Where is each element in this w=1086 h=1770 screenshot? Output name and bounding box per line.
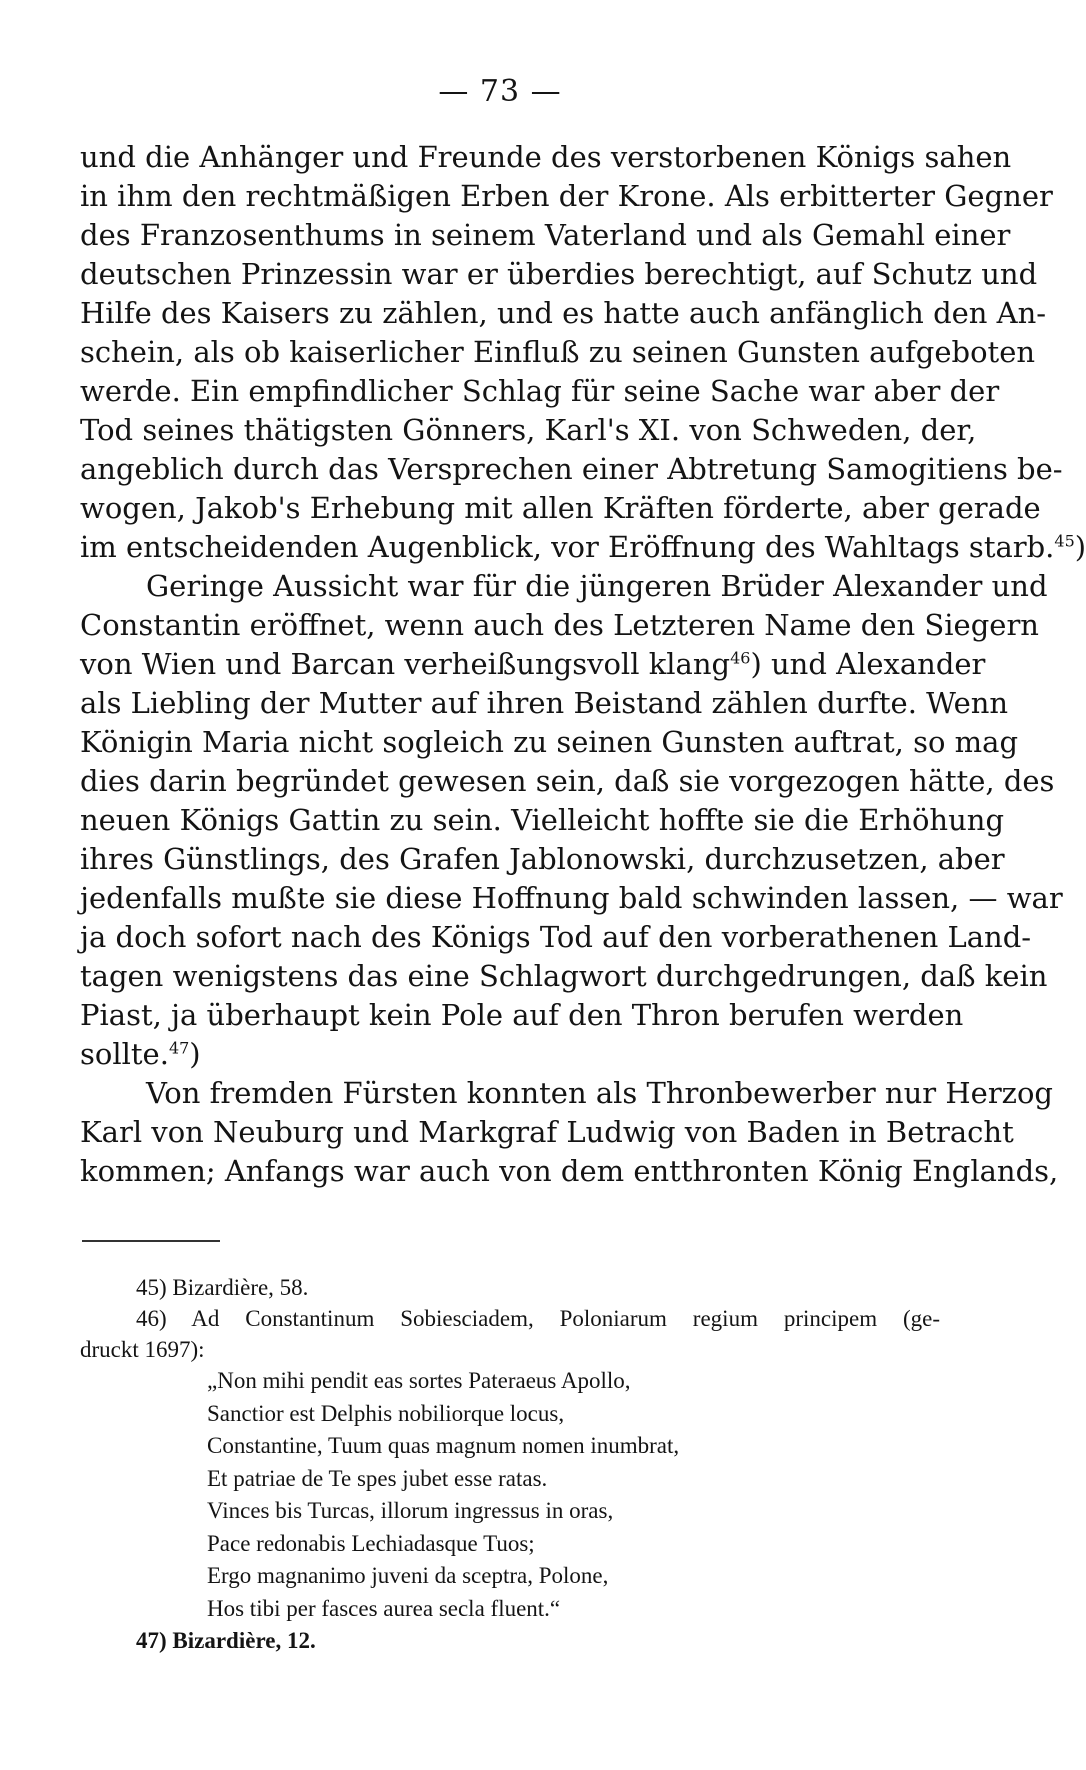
text-line: ihres Günstlings, des Grafen Jablonowski, durchzusetzen, aber <box>80 842 1005 876</box>
footnote-46-line-1: 46) Ad Constantinum Sobiesciadem, Poloniarum regium principem (ge- <box>136 1306 940 1331</box>
text-line: in ihm den rechtmäßigen Erben der Krone. Als erbitterter Gegner <box>80 179 1053 213</box>
text-line: im entscheidenden Augenblick, vor Eröffnung des Wahltags starb.$^{45}$) <box>80 530 1086 564</box>
verse-line: Vinces bis Turcas, illorum ingressus in oras, <box>207 1498 614 1523</box>
footnote-45: 45) Bizardière, 58. <box>136 1275 309 1300</box>
text-line: Tod seines thätigsten Gönners, Karl's XI. von Schweden, der, <box>80 413 977 447</box>
paragraph-3 <box>80 1074 1059 1191</box>
verse-line: Sanctior est Delphis nobiliorque locus, <box>207 1400 565 1426</box>
text-line: kommen; Anfangs war auch von dem entthronten König Englands, <box>80 1154 1059 1188</box>
text-line: Hilfe des Kaisers zu zählen, und es hatte auch anfänglich den An- <box>80 296 1047 330</box>
text-line: schein, als ob kaiserlicher Einfluß zu seinen Gunsten aufgeboten <box>80 335 1036 369</box>
text-line: Constantin eröffnet, wenn auch des Letzteren Name den Siegern <box>80 608 1039 642</box>
text-line: jedenfalls mußte sie diese Hoffnung bald schwinden lassen, — war <box>80 881 1063 915</box>
text-line: des Franzosenthums in seinem Vaterland und als Gemahl einer <box>80 218 1011 252</box>
text-line: wogen, Jakob's Erhebung mit allen Kräften förderte, aber gerade <box>80 491 1041 525</box>
text-line: Geringe Aussicht war für die jüngeren Brüder Alexander und <box>146 569 1048 603</box>
verse-line: Et patriae de Te spes jubet esse ratas. <box>207 1465 548 1491</box>
text-line: Königin Maria nicht sogleich zu seinen Gunsten auftrat, so mag <box>80 725 1019 759</box>
verse-line: Pace redonabis Lechiadasque Tuos; <box>207 1530 535 1556</box>
text-line: dies darin begründet gewesen sein, daß sie vorgezogen hätte, des <box>80 764 1055 798</box>
text-line: sollte.$^{47}$) <box>80 1037 201 1071</box>
footnote-divider <box>82 1240 220 1242</box>
verse-line: Ergo magnanimo juveni da sceptra, Polone, <box>207 1563 609 1588</box>
text-line: deutschen Prinzessin war er überdies berechtigt, auf Schutz und <box>80 257 1038 291</box>
verse-line: „Non mihi pendit eas sortes Pateraeus Apollo, <box>207 1368 631 1393</box>
main-text <box>80 138 1086 1191</box>
footnote-ref: 45 <box>1054 531 1075 551</box>
footnote-46-verse <box>80 1365 940 1625</box>
page-number: — 73 — <box>438 74 562 109</box>
paragraph-2 <box>80 567 1063 1074</box>
footnote-47: 47) Bizardière, 12. <box>136 1628 316 1653</box>
text-line: Von fremden Fürsten konnten als Thronbewerber nur Herzog <box>146 1076 1053 1110</box>
footnote-46-line-2: druckt 1697): <box>80 1337 205 1362</box>
footnote-ref: 46 <box>730 648 751 668</box>
text-line: neuen Königs Gattin zu sein. Vielleicht hoffte sie die Erhöhung <box>80 803 1005 837</box>
text-line: ja doch sofort nach des Königs Tod auf den vorberathenen Land- <box>80 920 1032 954</box>
text-line: Karl von Neuburg und Markgraf Ludwig von Baden in Betracht <box>80 1115 1014 1149</box>
text-line: angeblich durch das Versprechen einer Abtretung Samogitiens be- <box>80 452 1063 486</box>
paragraph-1 <box>80 138 1086 567</box>
text-line: Piast, ja überhaupt kein Pole auf den Thron berufen werden <box>80 998 964 1032</box>
footnote-ref: 47 <box>168 1038 190 1058</box>
footnotes <box>80 1272 940 1656</box>
text-line: und die Anhänger und Freunde des verstorbenen Königs sahen <box>80 140 1012 174</box>
text-line: werde. Ein empfindlicher Schlag für seine Sache war aber der <box>80 374 1000 408</box>
verse-line: Constantine, Tuum quas magnum nomen inumbrat, <box>207 1433 680 1458</box>
text-line: als Liebling der Mutter auf ihren Beistand zählen durfte. Wenn <box>80 686 1009 720</box>
text-line: von Wien und Barcan verheißungsvoll klang$^{46}$) und Alexander <box>80 647 986 681</box>
verse-line: Hos tibi per fasces aurea secla fluent.“ <box>207 1595 561 1621</box>
text-line: tagen wenigstens das eine Schlagwort durchgedrungen, daß kein <box>80 959 1048 993</box>
